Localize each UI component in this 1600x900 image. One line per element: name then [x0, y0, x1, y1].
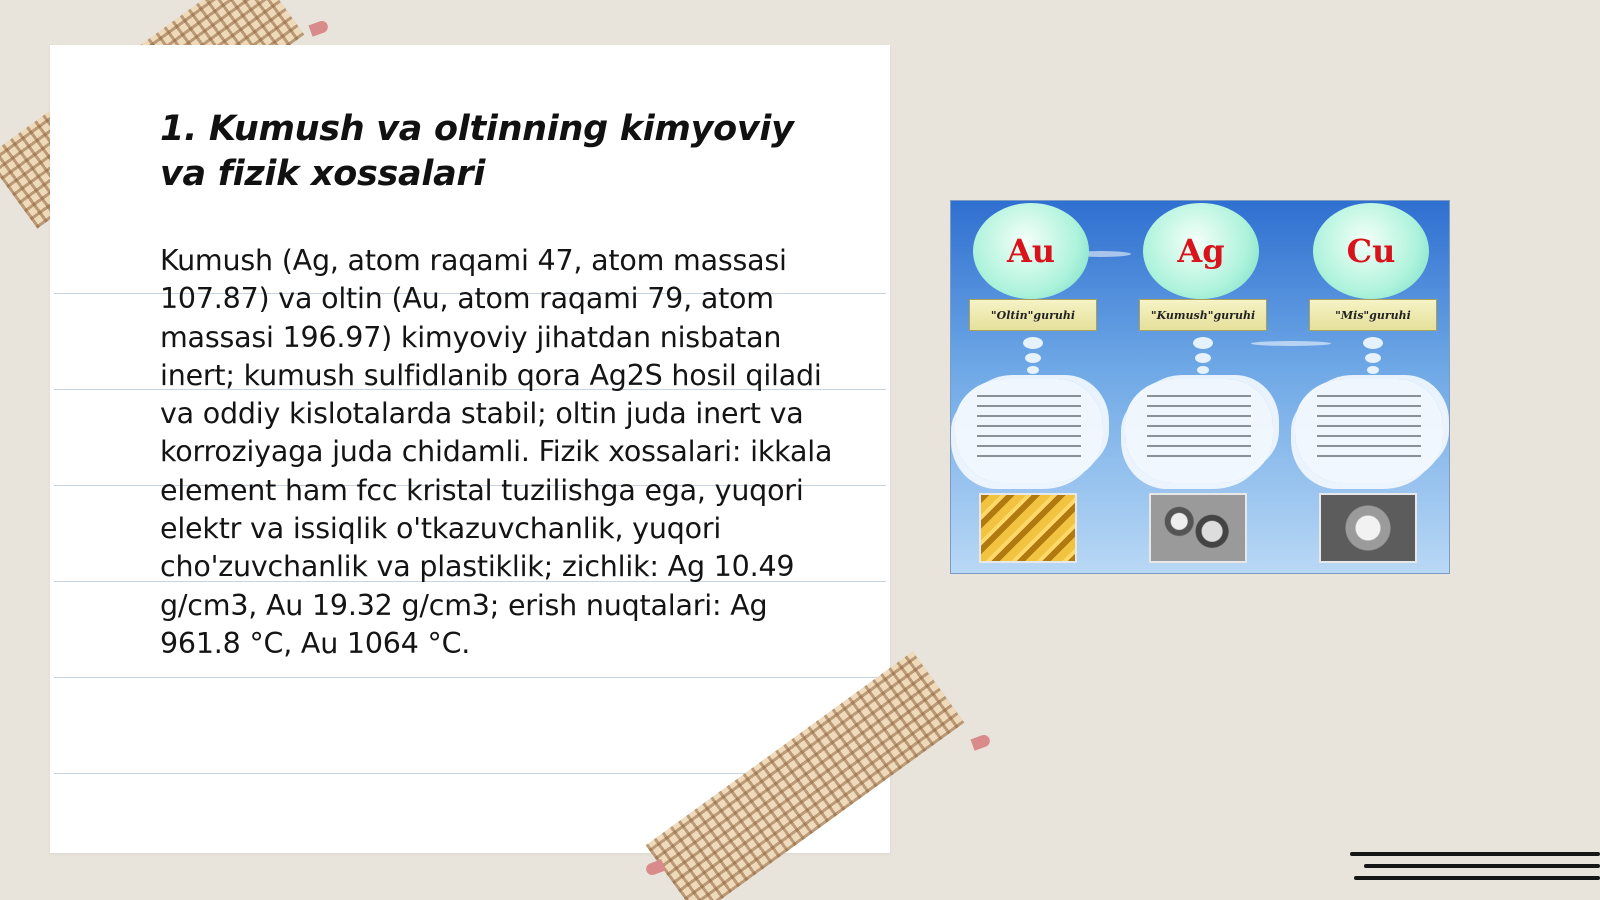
group-banner-ag: "Kumush"guruhi: [1139, 299, 1267, 331]
thought-dot: [1023, 337, 1043, 349]
element-bubble-ag: Ag: [1143, 203, 1259, 299]
thought-dot: [1027, 366, 1039, 374]
tape-end-mark: [308, 19, 329, 36]
slide-body-text: Kumush (Ag, atom raqami 47, atom massasi 107.87) va oltin (Au, atom raqami 79, atom massasi 196.97) kimyoviy jihatdan nisbatan inert; kumush sulfidlanib qora Ag2S hosil qiladi va oddiy kislotalarda stabil; oltin juda inert va korroziyaga juda chidamli. Fizik xossalari: ikkala element ham fcc kristal tuzilishga ega, yuqori elektr va issiqlik o'tkazuvchanlik, yuqori cho'zuvchanlik va plastiklik; zichlik: Ag 10.49 g/cm3, Au 19.32 g/cm3; erish nuqtalari: Ag 961.8 °C, Au 1064 °C.: [160, 244, 833, 660]
element-groups-infographic: [950, 200, 1450, 574]
group-column-ag: [1121, 201, 1281, 574]
tape-end-mark: [644, 859, 665, 876]
paper-rule-line: [54, 677, 886, 678]
thought-dot: [1197, 366, 1209, 374]
thought-dot: [1025, 353, 1041, 363]
element-bubble-au: Au: [973, 203, 1089, 299]
description-cloud-cu: [1295, 379, 1443, 483]
thought-dot: [1193, 337, 1213, 349]
tape-end-mark: [970, 733, 991, 750]
notebook-paper: [50, 45, 890, 853]
copper-ore-image: [1319, 493, 1417, 563]
thought-dot: [1367, 366, 1379, 374]
thought-dot: [1363, 337, 1383, 349]
slide-title: 1. Kumush va oltinning kimyoviy va fizik xossalari: [160, 109, 794, 194]
group-banner-cu: "Mis"guruhi: [1309, 299, 1437, 331]
element-bubble-cu: Cu: [1313, 203, 1429, 299]
group-column-au: [951, 201, 1111, 574]
gold-bars-image: [979, 493, 1077, 563]
silver-ore-image: [1149, 493, 1247, 563]
decorative-brush-lines: [1350, 848, 1600, 888]
thought-dot: [1195, 353, 1211, 363]
thought-dot: [1365, 353, 1381, 363]
description-cloud-au: [955, 379, 1103, 483]
group-column-cu: [1291, 201, 1450, 574]
description-cloud-ag: [1125, 379, 1273, 483]
group-banner-au: "Oltin"guruhi: [969, 299, 1097, 331]
